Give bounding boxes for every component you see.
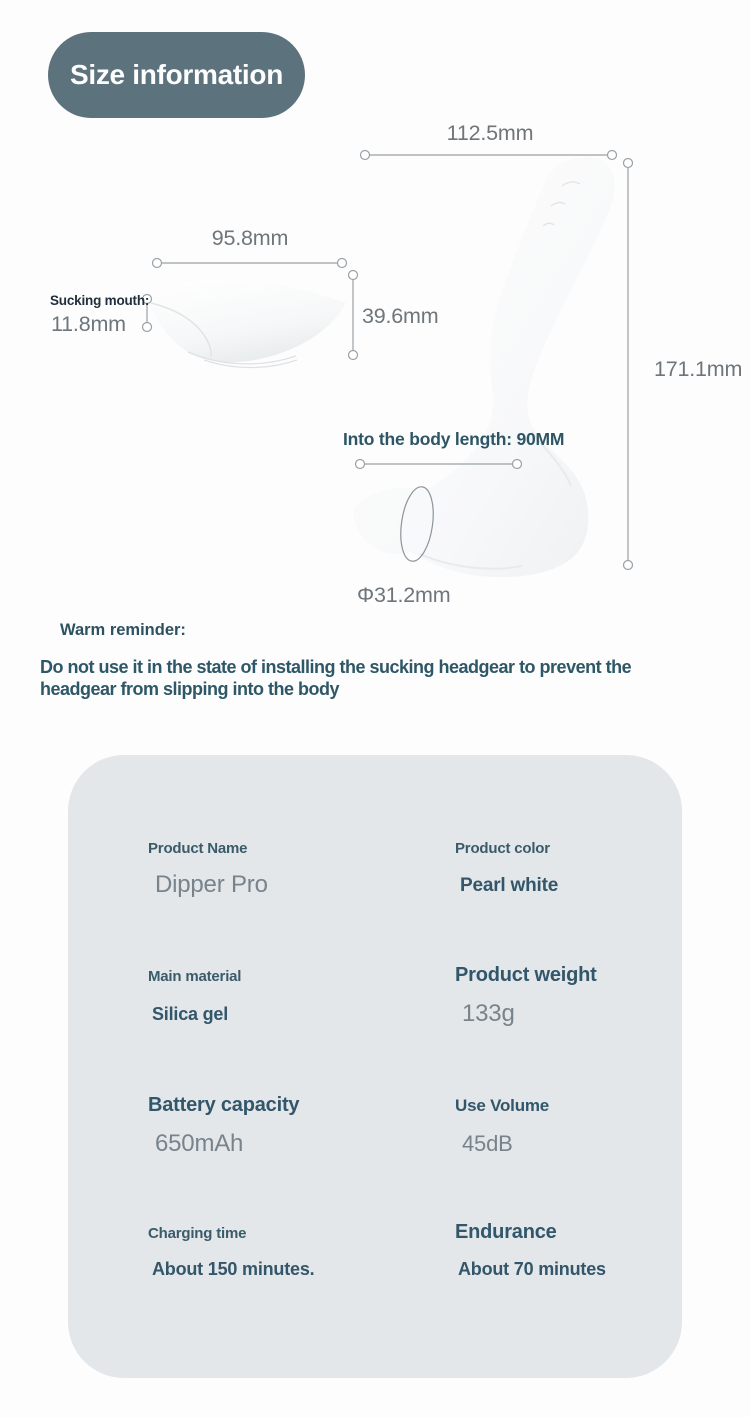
spec-card	[68, 755, 682, 1378]
spec-label-main-material: Main material	[148, 968, 242, 985]
sucking-mouth-label: Sucking mouth:	[50, 293, 150, 308]
spec-label-charging-time: Charging time	[148, 1225, 247, 1242]
spec-label-product-name: Product Name	[148, 840, 248, 857]
spec-value-charging-time: About 150 minutes.	[152, 1259, 315, 1279]
dim-endpoint	[624, 159, 633, 168]
dim-endpoint	[361, 151, 370, 160]
dim-label-diameter: Φ31.2mm	[357, 583, 451, 607]
warm-reminder-body	[40, 656, 740, 700]
dim-endpoint	[624, 561, 633, 570]
warm-reminder-line2: headgear from slipping into the body	[40, 679, 340, 699]
dim-endpoint	[349, 271, 358, 280]
spec-value-use-volume: 45dB	[462, 1131, 513, 1156]
main-device-shape	[353, 157, 614, 577]
dim-label-main-width: 112.5mm	[446, 121, 534, 145]
dim-endpoint	[513, 460, 522, 469]
spec-label-use-volume: Use Volume	[455, 1096, 550, 1115]
suction-head-shape	[150, 279, 346, 362]
dim-endpoint	[153, 259, 162, 268]
spec-label-product-color: Product color	[455, 840, 550, 857]
size-information-label: Size information	[70, 59, 283, 90]
spec-value-product-weight: 133g	[462, 1000, 515, 1027]
spec-value-product-color: Pearl white	[460, 875, 559, 896]
warm-reminder-title: Warm reminder:	[60, 621, 186, 639]
dim-endpoint	[349, 351, 358, 360]
dim-endpoint	[338, 259, 347, 268]
spec-value-main-material: Silica gel	[152, 1004, 229, 1024]
body-length-label: Into the body length: 90MM	[343, 429, 565, 449]
dim-endpoint	[143, 323, 152, 332]
dim-label-mouth-diameter: 11.8mm	[51, 312, 126, 336]
spec-value-battery-capacity: 650mAh	[155, 1130, 244, 1157]
warm-reminder-line1: Do not use it in the state of installing the sucking headgear to prevent the	[40, 657, 632, 677]
dim-label-shell-height: 39.6mm	[362, 304, 439, 328]
dim-label-shell-width: 95.8mm	[211, 226, 289, 250]
spec-label-battery-capacity: Battery capacity	[148, 1094, 300, 1116]
spec-label-product-weight: Product weight	[455, 964, 597, 986]
spec-label-endurance: Endurance	[455, 1221, 557, 1243]
dim-endpoint	[356, 460, 365, 469]
dim-label-main-height: 171.1mm	[654, 357, 743, 381]
spec-value-endurance: About 70 minutes	[458, 1259, 606, 1279]
spec-value-product-name: Dipper Pro	[155, 871, 268, 898]
dim-endpoint	[608, 151, 617, 160]
